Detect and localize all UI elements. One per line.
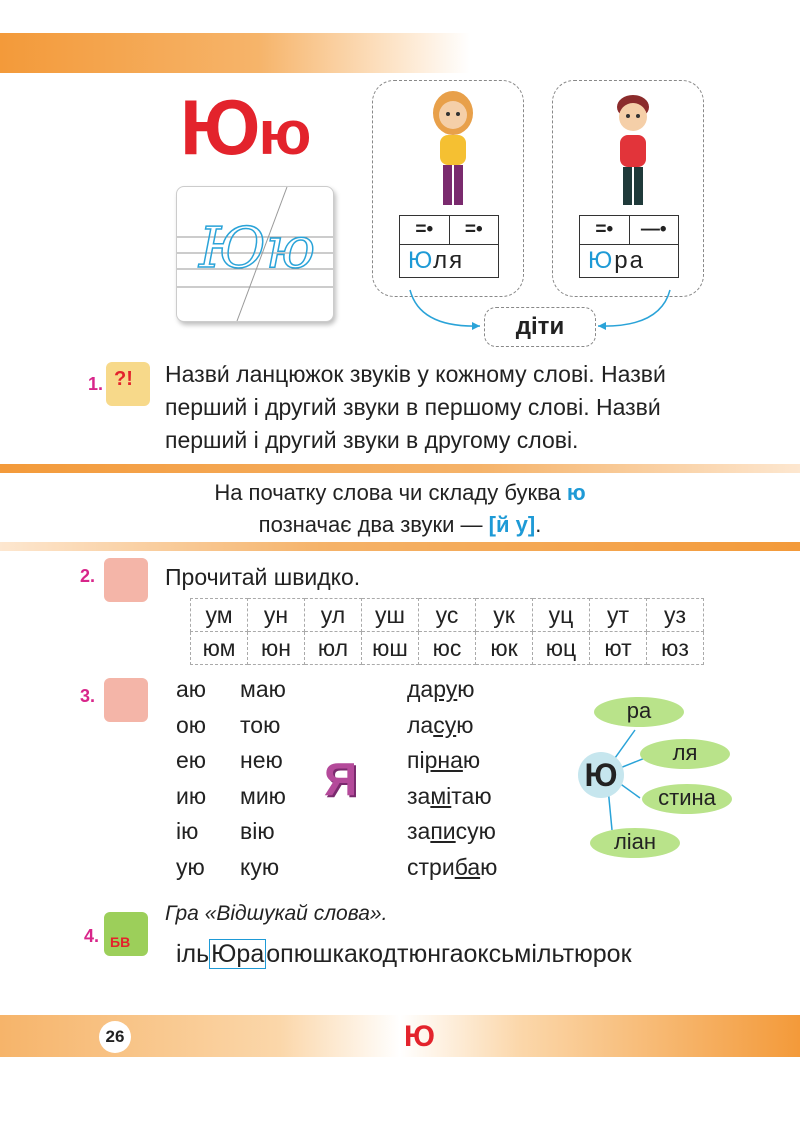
word-item: вію bbox=[240, 818, 275, 844]
rule-line-1 bbox=[0, 476, 800, 510]
task4-number: 4. bbox=[84, 926, 100, 946]
word-item: ею bbox=[176, 747, 207, 773]
word-part: стри bbox=[407, 853, 455, 880]
sound-soft-consonant: =• bbox=[449, 216, 499, 244]
question-mark-text: ?! bbox=[114, 368, 133, 390]
word-first-letter: Ю bbox=[588, 247, 615, 274]
bubble-ending: стина bbox=[642, 784, 732, 814]
syllable-cell: юн bbox=[248, 632, 305, 665]
handwriting-card bbox=[176, 186, 334, 322]
word-item bbox=[407, 779, 497, 815]
rule-bottom-band bbox=[0, 542, 800, 551]
rule-period: . bbox=[535, 512, 542, 537]
syllable-cell: ус bbox=[419, 599, 476, 632]
word-part: пі bbox=[407, 747, 425, 773]
handwriting-lines bbox=[177, 187, 333, 321]
syllable-cell: ут bbox=[590, 599, 647, 632]
question-book-icon bbox=[106, 362, 150, 406]
word-item: ою bbox=[176, 711, 207, 738]
word-item: мию bbox=[240, 782, 286, 809]
top-banner bbox=[0, 33, 470, 73]
word-part: таю bbox=[451, 782, 492, 809]
word-item: маю bbox=[240, 676, 286, 702]
letter-blocks-icon bbox=[104, 912, 148, 956]
letter-chain bbox=[176, 940, 632, 969]
task1-text bbox=[165, 358, 795, 457]
title-upper-letter: Ю bbox=[180, 83, 259, 171]
sound-scheme-yura bbox=[579, 215, 679, 278]
word-item: тою bbox=[240, 711, 281, 738]
syllable-cell: уз bbox=[647, 599, 704, 632]
underlined-syllable: рна bbox=[424, 747, 463, 773]
page-number: 26 bbox=[99, 1021, 131, 1053]
girl-illustration bbox=[423, 85, 483, 215]
word-part: ю bbox=[457, 676, 475, 702]
sound-hard-consonant: —• bbox=[629, 216, 679, 244]
books-stack-icon bbox=[104, 678, 148, 722]
rule-text: позначає два звуки — bbox=[258, 512, 489, 537]
syllable-cell: уш bbox=[362, 599, 419, 632]
script-letters: Юю bbox=[199, 216, 316, 281]
blocks-letters: БВ bbox=[110, 934, 131, 950]
task3-number: 3. bbox=[80, 686, 96, 706]
title-lower-letter: ю bbox=[258, 99, 310, 168]
boy-illustration bbox=[603, 85, 663, 215]
rule-top-band bbox=[0, 464, 800, 473]
task3-column-2 bbox=[240, 672, 286, 885]
word-item: ию bbox=[176, 782, 207, 809]
sound-row bbox=[580, 216, 678, 245]
rule-highlight-sounds: [й у] bbox=[488, 512, 536, 537]
found-word-box: Юра bbox=[211, 940, 265, 968]
syllable-cell: юц bbox=[533, 632, 590, 665]
word-item bbox=[407, 850, 497, 886]
syllable-cell: юс bbox=[419, 632, 476, 665]
kid-card-yulia bbox=[372, 80, 524, 297]
word-yulia bbox=[400, 245, 498, 277]
table-row bbox=[191, 632, 704, 665]
footer-letter: Ю bbox=[404, 1020, 435, 1053]
task1-number: 1. bbox=[88, 374, 104, 394]
syllable-cell: ун bbox=[248, 599, 305, 632]
word-part: за bbox=[407, 782, 431, 809]
sound-soft-consonant: =• bbox=[415, 219, 434, 240]
word-part: ю bbox=[480, 853, 498, 880]
syllable-cell: ук bbox=[476, 599, 533, 632]
task2-title: Прочитай швидко. bbox=[165, 564, 361, 590]
books-stack-icon bbox=[104, 558, 148, 602]
word-first-letter: Ю bbox=[408, 247, 434, 274]
task1-line: перший і другий звуки в другому слові. bbox=[165, 427, 579, 453]
page-title bbox=[180, 82, 309, 173]
syllable-table bbox=[190, 598, 704, 665]
syllable-cell: юш bbox=[362, 632, 419, 665]
word-rest: ра bbox=[614, 247, 645, 274]
word-part: ю bbox=[462, 747, 481, 773]
underlined-syllable: ба bbox=[454, 853, 481, 880]
word-part: сую bbox=[455, 818, 496, 844]
syllable-cell: уц bbox=[533, 599, 590, 632]
table-row bbox=[191, 599, 704, 632]
hub-letter-yu: Ю bbox=[578, 752, 624, 798]
sound-soft-consonant: =• bbox=[595, 219, 614, 240]
word-part: за bbox=[407, 818, 431, 844]
bubble-ending: ліан bbox=[590, 828, 680, 858]
kid-card-yura bbox=[552, 80, 704, 297]
syllable-cell: юз bbox=[647, 632, 704, 665]
word-item: нею bbox=[240, 747, 283, 773]
rule-text: На початку слова чи складу буква bbox=[214, 480, 567, 505]
syllable-cell: ул bbox=[305, 599, 362, 632]
word-item: аю bbox=[176, 676, 207, 702]
syllable-cell: юк bbox=[476, 632, 533, 665]
word-part: да bbox=[407, 676, 434, 702]
rule-highlight-letter: ю bbox=[566, 480, 586, 505]
word-item bbox=[407, 672, 497, 708]
underlined-syllable: су bbox=[433, 711, 457, 738]
rule-line-2 bbox=[0, 508, 800, 542]
task3-column-3 bbox=[407, 672, 497, 885]
word-rest: ля bbox=[433, 247, 465, 274]
bubble-ending: ля bbox=[640, 739, 730, 769]
syllable-cell: ум bbox=[191, 599, 248, 632]
sound-scheme-yulia bbox=[399, 215, 499, 278]
syllable-cell: ют bbox=[590, 632, 647, 665]
letter-chain-part: іль bbox=[176, 940, 210, 968]
children-label: діти bbox=[484, 307, 596, 347]
syllable-cell: юм bbox=[191, 632, 248, 665]
letter-chain-part: опюшкакодтюнгаоксьмільтюрок bbox=[266, 940, 632, 968]
task1-line: перший і другий звуки в першому слові. Назви́ bbox=[165, 394, 661, 420]
word-item: ію bbox=[176, 818, 199, 844]
letter-ya-3d: Я bbox=[324, 753, 358, 805]
task2-number: 2. bbox=[80, 566, 96, 586]
word-item bbox=[407, 743, 497, 779]
word-item: ую bbox=[176, 853, 205, 880]
underlined-syllable: ру bbox=[433, 676, 458, 702]
bubble-ending: ра bbox=[594, 697, 684, 727]
word-item bbox=[407, 708, 497, 744]
word-part: ла bbox=[407, 711, 434, 738]
sound-row bbox=[400, 216, 498, 245]
task4-title: Гра «Відшукай слова». bbox=[165, 902, 388, 925]
word-item bbox=[407, 814, 497, 850]
task1-line: Назви́ ланцюжок звуків у кожному слові. Назви́ bbox=[165, 361, 666, 387]
underlined-syllable: мі bbox=[430, 782, 452, 809]
word-item: кую bbox=[240, 853, 280, 880]
task3-column-1 bbox=[176, 672, 206, 885]
word-yura bbox=[580, 245, 678, 277]
word-part: ю bbox=[456, 711, 474, 738]
syllable-cell: юл bbox=[305, 632, 362, 665]
underlined-syllable: пи bbox=[430, 818, 456, 844]
